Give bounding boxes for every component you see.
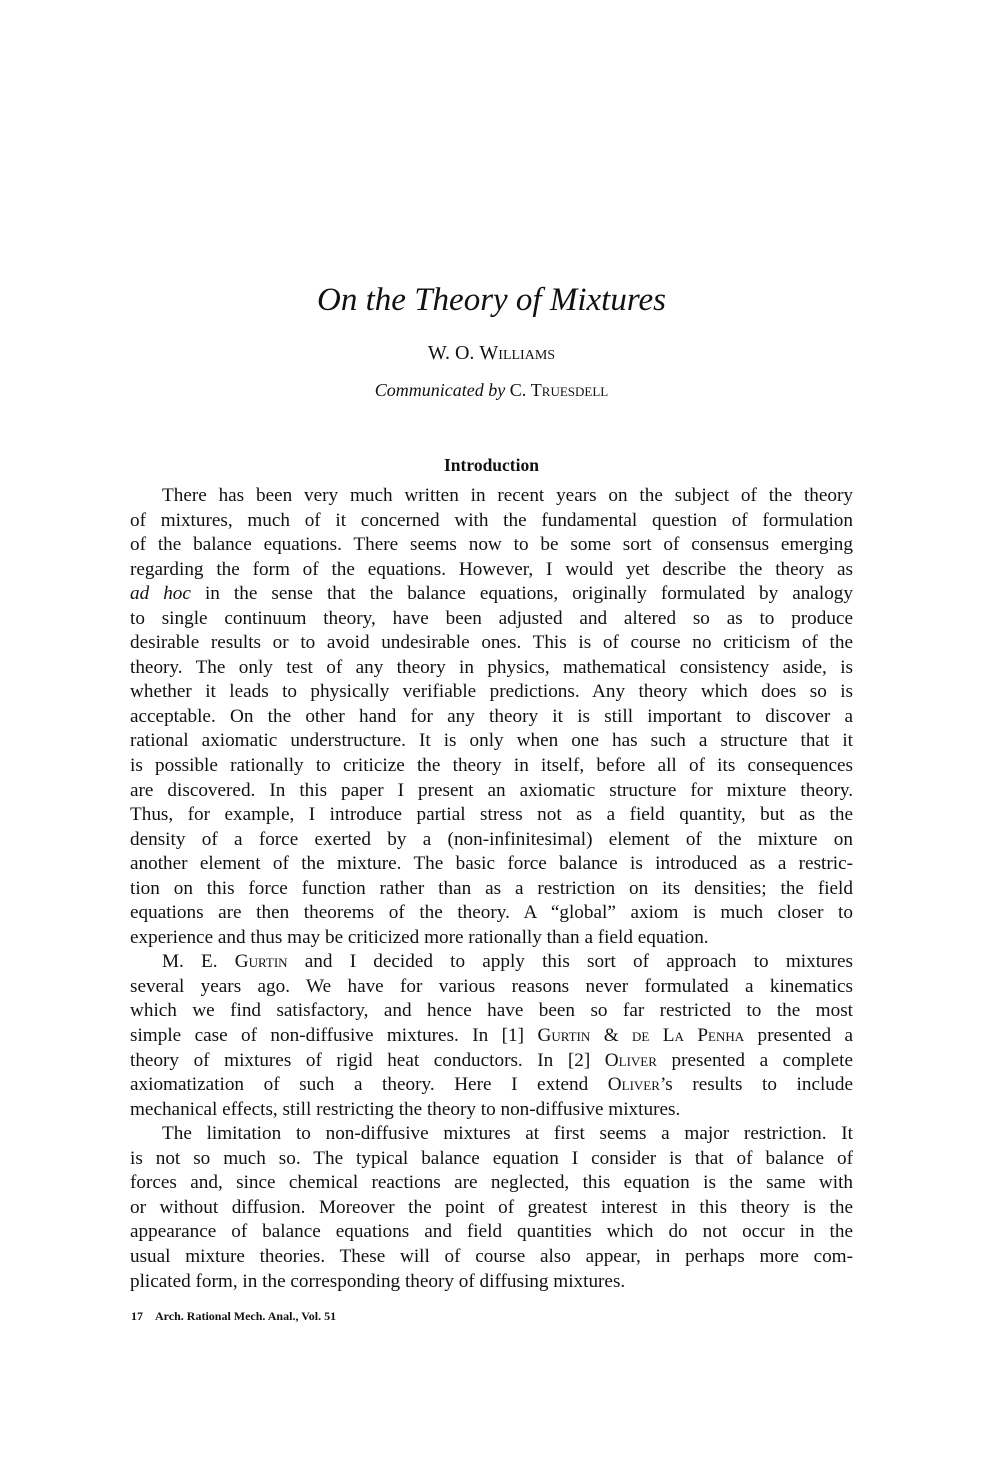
text-line (130, 1122, 853, 1147)
text-segment: axiomatization of such a theory. Here I extend (130, 1074, 608, 1096)
text-line (130, 1024, 853, 1049)
text-line (130, 533, 853, 558)
author (0, 342, 983, 365)
text-line (130, 582, 853, 607)
emphasis-text: ad hoc (130, 583, 191, 605)
text-line (130, 803, 853, 828)
page-number: 17 (131, 1309, 143, 1323)
text-segment: whether it leads to physically verifiable predictions. Any theory which does so is (130, 681, 853, 703)
text-line (130, 1098, 853, 1123)
text-line (130, 656, 853, 681)
text-line (130, 1220, 853, 1245)
author-name-ref: Oliver (604, 1049, 657, 1071)
text-segment: another element of the mixture. The basic force balance is introduced as a restric- (130, 853, 853, 875)
text-segment: of the balance equations. There seems now to be some sort of consensus emerging (130, 534, 853, 556)
author-surname: Williams (479, 342, 556, 364)
text-segment: density of a force exerted by a (non-infinitesimal) element of the mixture on (130, 828, 853, 850)
text-segment: and I decided to apply this sort of approach to mixtures (287, 951, 853, 973)
text-line (130, 1245, 853, 1270)
author-initials: W. O. (427, 342, 480, 364)
text-segment: several years ago. We have for various reasons never formulated a kinematics (130, 975, 853, 997)
text-line (130, 779, 853, 804)
text-segment: simple case of non-diffusive mixtures. In [1] (130, 1025, 538, 1047)
text-line (130, 754, 853, 779)
author-name-ref: Oliver (607, 1074, 660, 1096)
text-segment: presented a complete (656, 1049, 854, 1071)
text-line (130, 1171, 853, 1196)
paper-title: On the Theory of Mixtures (317, 282, 666, 318)
journal-citation: Arch. Rational Mech. Anal., Vol. 51 (155, 1309, 337, 1323)
text-segment: which we find satisfactory, and hence have been so far restricted to the most (130, 1000, 853, 1022)
communicator-initial: C. (505, 380, 531, 400)
text-line (130, 828, 853, 853)
text-segment: is not so much so. The typical balance equation I consider is that of balance of (130, 1147, 853, 1169)
text-line (130, 926, 853, 951)
text-line (130, 950, 853, 975)
text-segment: in the sense that the balance equations, originally formulated by analogy (190, 583, 853, 605)
author-name-ref: de La Penha (632, 1025, 745, 1047)
text-line (130, 680, 853, 705)
text-segment: M. E. (162, 951, 235, 973)
text-segment: is possible rationally to criticize the theory in itself, before all of its consequences (130, 755, 853, 777)
text-segment: Thus, for example, I introduce partial stress not as a field quantity, but as the (130, 804, 853, 826)
text-line (130, 631, 853, 656)
text-line (130, 877, 853, 902)
text-segment: equations are then theorems of the theory. A “global” axiom is much closer to (130, 902, 853, 924)
text-segment: presented a (744, 1025, 853, 1047)
page-footer (131, 1309, 348, 1324)
text-line (130, 999, 853, 1024)
communicator-name: Truesdell (530, 380, 609, 400)
text-line (130, 484, 853, 509)
text-segment: The limitation to non-diffusive mixtures at first seems a major restriction. It (162, 1123, 853, 1145)
text-segment: rational axiomatic understructure. It is only when one has such a structure that it (130, 730, 853, 752)
body-text (130, 484, 853, 1294)
text-segment: tion on this force function rather than as a restriction on its densities; the field (130, 877, 853, 899)
text-segment: appearance of balance equations and field quantities which do not occur in the (130, 1221, 853, 1243)
text-segment: acceptable. On the other hand for any theory it is still important to discover a (130, 705, 853, 727)
text-segment: or without diffusion. Moreover the point of greatest interest in this theory is the (130, 1196, 853, 1218)
section-heading: Introduction (444, 455, 539, 475)
text-line (130, 901, 853, 926)
text-segment: mechanical effects, still restricting the theory to non-diffusive mixtures. (130, 1098, 681, 1120)
text-segment: usual mixture theories. These will of course also appear, in perhaps more com- (130, 1245, 853, 1267)
author-name-ref: Gurtin (537, 1025, 591, 1047)
communicated-prefix: Communicated by (374, 380, 506, 400)
text-segment: of mixtures, much of it concerned with the fundamental question of formulation (130, 509, 853, 531)
text-line (130, 852, 853, 877)
author-name-ref: Gurtin (234, 951, 288, 973)
text-segment: to single continuum theory, have been adjusted and altered so as to produce (130, 607, 853, 629)
text-line (130, 558, 853, 583)
text-segment: desirable results or to avoid undesirable ones. This is of course no criticism of the (130, 632, 853, 654)
text-line (130, 1147, 853, 1172)
text-segment: plicated form, in the corresponding theory of diffusing mixtures. (130, 1270, 626, 1292)
text-segment: regarding the form of the equations. However, I would yet describe the theory as (130, 558, 853, 580)
text-line (130, 1270, 853, 1295)
text-line (130, 729, 853, 754)
text-segment: ’s results to include (659, 1074, 853, 1096)
text-line (130, 607, 853, 632)
text-segment: theory. The only test of any theory in physics, mathematical consistency aside, is (130, 656, 853, 678)
text-segment: & (590, 1025, 633, 1047)
text-line (130, 1196, 853, 1221)
text-line (130, 1073, 853, 1098)
text-segment: forces and, since chemical reactions are neglected, this equation is the same with (130, 1172, 853, 1194)
text-segment: There has been very much written in recent years on the subject of the theory (162, 485, 853, 506)
text-segment: are discovered. In this paper I present an axiomatic structure for mixture theory. (130, 779, 853, 801)
text-segment: theory of mixtures of rigid heat conductors. In [2] (130, 1049, 605, 1071)
communicated-by (0, 380, 983, 401)
text-line (130, 975, 853, 1000)
text-line (130, 1049, 853, 1074)
text-line (130, 705, 853, 730)
text-line (130, 509, 853, 534)
text-segment: experience and thus may be criticized more rationally than a field equation. (130, 926, 709, 948)
